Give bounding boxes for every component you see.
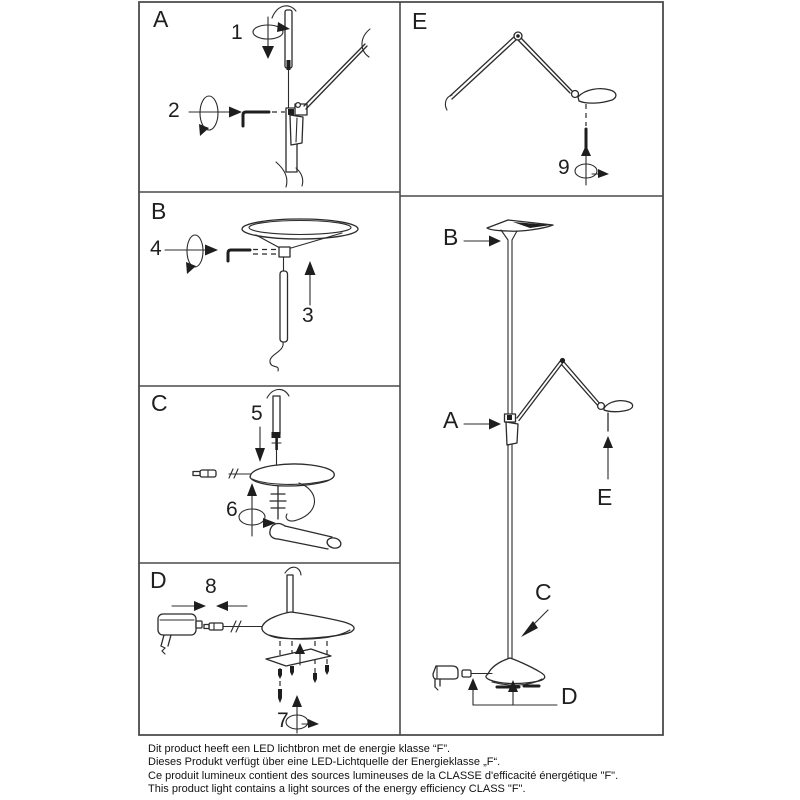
power-adapter bbox=[158, 614, 202, 654]
step-number-3: 3 bbox=[302, 304, 314, 327]
threaded-stem bbox=[270, 483, 315, 521]
step-number-6: 6 bbox=[226, 498, 238, 521]
arm-socket-joint bbox=[286, 103, 307, 172]
power-cable-connector bbox=[193, 469, 250, 478]
arm-joint bbox=[505, 414, 519, 445]
connect-arrows-icon bbox=[172, 601, 247, 611]
panel-label-b: B bbox=[151, 198, 167, 224]
note-line-de: Dieses Produkt verfügt über eine LED-Lichtquelle der Energieklasse „F“. bbox=[148, 756, 501, 769]
step-number-1: 1 bbox=[231, 21, 243, 44]
panel-label-e: E bbox=[412, 8, 428, 34]
step-number-2: 2 bbox=[168, 99, 180, 122]
callout-label-b: B bbox=[443, 224, 459, 250]
allen-key-icon bbox=[243, 112, 269, 126]
cable-connector bbox=[204, 621, 263, 632]
pole-lower-section bbox=[267, 389, 289, 468]
reading-arm-stub bbox=[304, 29, 370, 109]
panel-label-c: C bbox=[151, 390, 168, 416]
step-number-5: 5 bbox=[251, 402, 263, 425]
step-number-8: 8 bbox=[205, 575, 217, 598]
panel-step-e bbox=[400, 2, 663, 196]
note-line-fr: Ce produit lumineux contient des sources lumineuses de la CLASSE d'efficacité énergétique "F". bbox=[148, 769, 619, 782]
lamp-base bbox=[250, 464, 334, 486]
rotate-insert-arrow-icon bbox=[189, 96, 242, 136]
lamp-base bbox=[262, 612, 354, 639]
step-number-4: 4 bbox=[150, 237, 162, 260]
uplighter-shade bbox=[242, 219, 358, 257]
pole-upper-section bbox=[272, 6, 296, 108]
step-number-9: 9 bbox=[558, 156, 570, 179]
panel-step-d bbox=[139, 563, 400, 735]
insert-down-arrow-icon bbox=[255, 427, 265, 462]
allen-key-icon bbox=[228, 250, 250, 261]
reading-arm bbox=[517, 358, 633, 431]
note-line-en: This product light contains a light sources of the energy efficiency CLASS "F". bbox=[148, 783, 526, 796]
callout-c-arrow-icon bbox=[521, 610, 548, 637]
panel-step-b bbox=[139, 192, 400, 386]
bottom-plate bbox=[266, 641, 331, 675]
screws bbox=[278, 665, 329, 703]
note-line-nl: Dit product heeft een LED lichtbron met de energie klasse “F”. bbox=[148, 743, 451, 755]
rotate-tighten-arrow-icon bbox=[286, 695, 319, 733]
panel-step-a bbox=[139, 2, 400, 192]
callout-label-e: E bbox=[597, 484, 613, 510]
lamp-pole bbox=[508, 240, 512, 658]
callout-e-arrow-icon bbox=[603, 436, 613, 479]
rotate-insert-arrow-icon bbox=[165, 235, 218, 274]
callout-d-bracket-icon bbox=[468, 678, 557, 705]
callout-label-d: D bbox=[561, 683, 578, 709]
articulated-arm bbox=[445, 32, 578, 110]
uplighter-shade bbox=[487, 220, 553, 240]
callout-label-c: C bbox=[535, 579, 552, 605]
panel-label-a: A bbox=[153, 6, 169, 32]
reading-head bbox=[578, 89, 616, 103]
callout-label-a: A bbox=[443, 407, 459, 433]
slide-up-arrow-icon bbox=[305, 261, 316, 305]
step-number-7: 7 bbox=[277, 709, 289, 732]
pole-top-section bbox=[270, 257, 288, 371]
lamp-base bbox=[486, 658, 545, 687]
panel-step-c bbox=[139, 386, 400, 563]
power-adapter bbox=[433, 666, 492, 690]
insert-dashed-line bbox=[253, 250, 276, 255]
callout-a-arrow-icon bbox=[464, 419, 501, 430]
callout-b-arrow-icon bbox=[464, 236, 501, 247]
panel-assembled-lamp bbox=[400, 196, 663, 735]
wrench-icon bbox=[270, 524, 342, 550]
rotate-insert-arrow-icon bbox=[575, 145, 609, 185]
panel-label-d: D bbox=[150, 567, 167, 593]
pole-stub bbox=[285, 567, 301, 613]
energy-label-notes bbox=[148, 743, 688, 797]
